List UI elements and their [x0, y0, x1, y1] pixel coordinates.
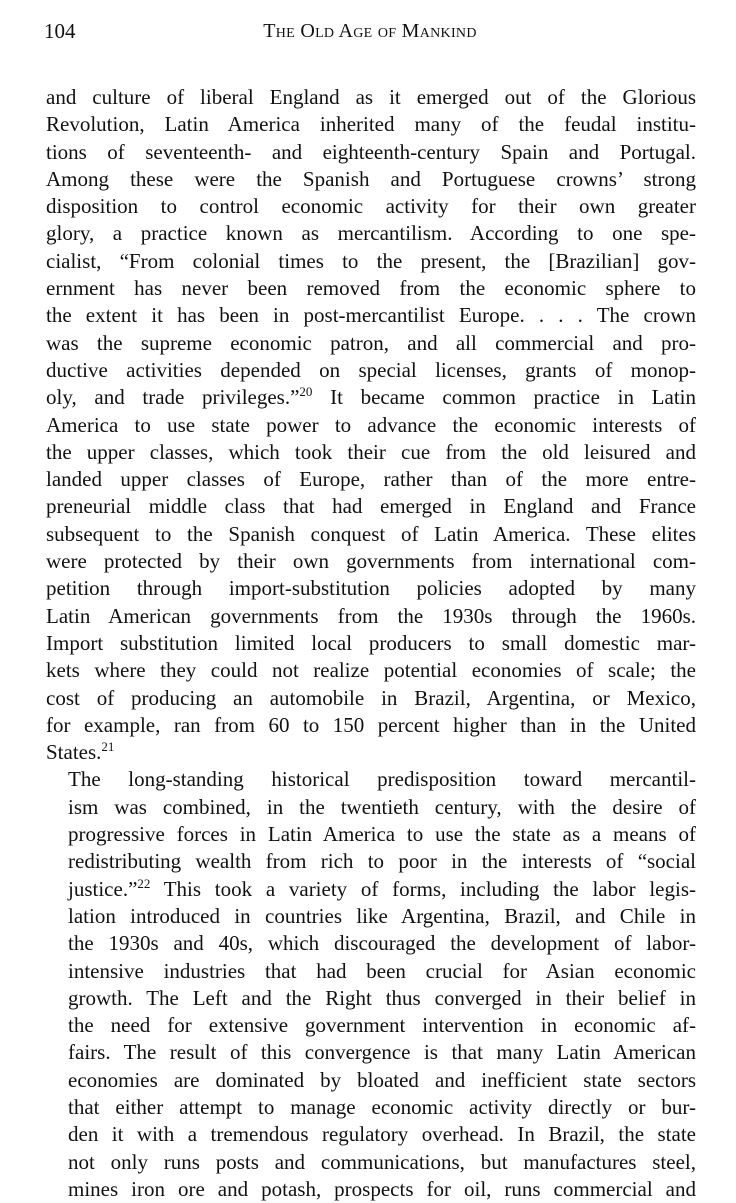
text-segment: was the supreme economic patron, and all commercial and pro-	[46, 330, 696, 355]
text-segment: It became common practice in Latin	[312, 385, 696, 410]
text-line	[46, 193, 696, 220]
text-line	[46, 357, 696, 384]
text-segment: disposition to control economic activity for their own greater	[46, 194, 696, 219]
text-segment: for example, ran from 60 to 150 percent higher than in the United	[46, 712, 696, 737]
text-segment: America to use state power to advance the economic interests of	[46, 412, 696, 437]
text-segment: not only runs posts and communications, but manufactures steel,	[68, 1149, 696, 1174]
text-line	[46, 1012, 696, 1039]
text-line	[46, 384, 696, 411]
text-line	[46, 848, 696, 875]
text-line	[46, 166, 696, 193]
text-segment: cialist, “From colonial times to the present, the [Brazilian] gov-	[46, 248, 696, 273]
text-segment: the extent it has been in post-mercantilist Europe. . . . The crown	[46, 303, 696, 328]
text-segment: This took a variety of forms, including the labor legis-	[150, 876, 696, 901]
text-segment: economies are dominated by bloated and inefficient state sectors	[68, 1067, 696, 1092]
text-segment: Among these were the Spanish and Portuguese crowns’ strong	[46, 166, 696, 191]
page-header	[44, 18, 696, 48]
footnote-marker: 21	[101, 739, 115, 755]
text-segment: cost of producing an automobile in Brazil, Argentina, or Mexico,	[46, 685, 696, 710]
body-text	[46, 84, 696, 1203]
footnote-marker: 20	[299, 384, 313, 400]
text-segment: ductive activities depended on special licenses, grants of monop-	[46, 357, 696, 382]
text-line	[46, 985, 696, 1012]
text-segment: States.	[46, 740, 102, 765]
text-line	[46, 1176, 696, 1203]
text-segment: Revolution, Latin America inherited many of the feudal institu-	[46, 112, 696, 137]
paragraph	[46, 84, 696, 766]
text-segment: petition through import-substitution policies adopted by many	[46, 576, 696, 601]
text-line	[46, 685, 696, 712]
text-segment: The long-standing historical predisposition toward mercantil-	[68, 767, 696, 792]
text-line	[46, 275, 696, 302]
text-segment: preneurial middle class that had emerged in England and France	[46, 494, 696, 519]
text-segment: oly, and trade privileges.”	[46, 385, 300, 410]
text-segment: ernment has never been removed from the economic sphere to	[46, 276, 696, 301]
text-segment: that either attempt to manage economic activity directly or bur-	[68, 1094, 696, 1119]
running-head: The Old Age of Mankind	[263, 20, 477, 42]
text-line	[46, 794, 696, 821]
text-line	[46, 466, 696, 493]
text-line	[46, 330, 696, 357]
text-line	[46, 248, 696, 275]
text-line	[46, 575, 696, 602]
text-segment: justice.”	[68, 876, 138, 901]
page-number: 104	[44, 19, 76, 43]
text-segment: the need for extensive government intervention in economic af-	[68, 1013, 696, 1038]
text-segment: kets where they could not realize potential economies of scale; the	[46, 658, 696, 683]
text-segment: den it with a tremendous regulatory overhead. In Brazil, the state	[68, 1122, 696, 1147]
text-line	[46, 521, 696, 548]
text-segment: Latin American governments from the 1930s through the 1960s.	[46, 603, 696, 628]
text-line	[46, 412, 696, 439]
text-line	[46, 712, 696, 739]
text-segment: the upper classes, which took their cue from the old leisured and	[46, 439, 696, 464]
text-segment: the 1930s and 40s, which discouraged the development of labor-	[68, 931, 696, 956]
text-line	[46, 766, 696, 793]
text-line	[46, 739, 696, 766]
text-segment: lation introduced in countries like Argentina, Brazil, and Chile in	[68, 903, 696, 928]
text-line	[46, 1039, 696, 1066]
text-segment: progressive forces in Latin America to use the state as a means of	[68, 822, 696, 847]
text-segment: subsequent to the Spanish conquest of Latin America. These elites	[46, 521, 696, 546]
text-segment: Import substitution limited local producers to small domestic mar-	[46, 630, 696, 655]
text-segment: mines iron ore and potash, prospects for oil, runs commercial and	[68, 1176, 696, 1201]
text-line	[46, 630, 696, 657]
text-line	[46, 220, 696, 247]
text-segment: and culture of liberal England as it emerged out of the Glorious	[46, 85, 696, 109]
text-segment: landed upper classes of Europe, rather than of the more entre-	[46, 467, 696, 492]
text-line	[46, 1121, 696, 1148]
text-line	[46, 903, 696, 930]
text-line	[46, 111, 696, 138]
text-segment: redistributing wealth from rich to poor in the interests of “social	[68, 849, 696, 874]
footnote-marker: 22	[137, 875, 151, 891]
text-line	[46, 439, 696, 466]
text-line	[46, 139, 696, 166]
text-segment: fairs. The result of this convergence is that many Latin American	[68, 1040, 696, 1065]
text-segment: intensive industries that had been crucial for Asian economic	[68, 958, 696, 983]
text-segment: were protected by their own governments from international com-	[46, 549, 696, 574]
text-line	[46, 876, 696, 903]
text-segment: ism was combined, in the twentieth century, with the desire of	[68, 794, 696, 819]
text-line	[46, 84, 696, 111]
text-segment: growth. The Left and the Right thus converged in their belief in	[68, 985, 696, 1010]
text-line	[46, 930, 696, 957]
text-line	[46, 958, 696, 985]
paragraph	[46, 766, 696, 1203]
text-line	[46, 657, 696, 684]
text-line	[46, 821, 696, 848]
text-line	[46, 603, 696, 630]
text-segment: tions of seventeenth- and eighteenth-century Spain and Portugal.	[46, 139, 696, 164]
text-line	[46, 548, 696, 575]
text-line	[46, 302, 696, 329]
text-line	[46, 1067, 696, 1094]
text-line	[46, 1149, 696, 1176]
text-segment: glory, a practice known as mercantilism. According to one spe-	[46, 221, 696, 246]
text-line	[46, 493, 696, 520]
text-line	[46, 1094, 696, 1121]
